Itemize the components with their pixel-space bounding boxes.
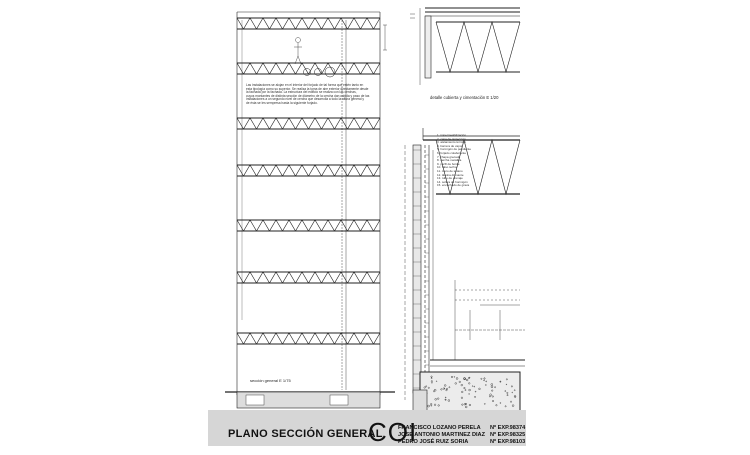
legend-item: 9. perfil de borde — [437, 161, 460, 166]
roof-detail-drawing — [410, 8, 520, 85]
service-duct-circles — [304, 67, 336, 77]
legend-item: 5. hormigón de pendiente — [437, 147, 472, 152]
floor-truss — [237, 118, 380, 129]
floor-truss — [237, 272, 380, 283]
author-exp-number: Nº EXP.98374 — [490, 425, 526, 431]
section-note-line: Las instalaciones se alojan en el interior del forjado de tal forma que estén tanto en — [246, 83, 364, 87]
section-note-line: esta tipología como su superior. Se realiza la toma de aire exterior directamente desde — [246, 86, 369, 91]
floor-truss — [237, 220, 380, 231]
title-block — [208, 410, 526, 446]
legend-item: 8. cercha metálica — [437, 158, 462, 163]
coi-logo: COI — [368, 417, 418, 447]
legend-item: 4. barrera de vapor — [437, 143, 463, 148]
section-note-line: instalaciones a un segundo nivel de cercha que desarrolla a todo la altura general y — [246, 97, 365, 102]
legend-item: 1. impermeabilización — [437, 133, 467, 137]
legend-item: 3. aislamiento térmico — [437, 140, 467, 145]
section-note-line: la fachada por la fachada. La estructura del edificio se realiza con las cerchas, — [246, 90, 357, 95]
author-name: FRANCISCO LOZANO PERELA — [398, 425, 481, 431]
floor-truss — [237, 165, 380, 176]
author-name: PEDRO JOSÉ RUIZ SORIA — [398, 439, 469, 445]
author-exp-number: Nº EXP.98103 — [490, 439, 526, 445]
section-note — [246, 84, 378, 106]
legend-item: 7. chapa grecada — [437, 154, 461, 159]
detail-title: detalle cubierta y cimentación E 1/20 — [430, 95, 499, 100]
section-scale-label: sección general E 1/75 — [250, 378, 291, 383]
legend-item: 6. forjado colaborante — [437, 150, 467, 155]
roof-truss — [436, 22, 520, 72]
legend-item: 2. capa de protección — [437, 136, 466, 141]
section-note-line: cuyos montantes de distinta sección de diámetro de la cercha dan cabida y paso de las — [246, 93, 370, 98]
legend-item: 14. solera de hormigón — [437, 179, 468, 184]
detail-legend — [437, 134, 471, 188]
author-name: JOSE ANTONIO MARTINEZ DIAZ — [398, 432, 486, 438]
floor-truss — [237, 18, 380, 29]
legend-item: 13. tubo de drenaje — [437, 176, 463, 181]
legend-item: 10. falso techo — [437, 165, 457, 170]
legend-item: 12. lámina drenante — [437, 172, 464, 177]
sheet-title: PLANO SECCIÓN GENERAL — [228, 428, 383, 440]
general-section-drawing — [225, 12, 395, 408]
floor-truss — [237, 333, 380, 344]
legend-item: 15. encachado de grava — [437, 183, 470, 188]
section-note-line: de ésta se les sempresa hasta la siguiente forjado. — [246, 100, 318, 105]
author-exp-number: Nº EXP.98325 — [490, 432, 526, 438]
legend-item: 11. muro de sótano — [437, 168, 463, 173]
floor-truss — [237, 63, 380, 74]
person-scale-figure — [294, 38, 302, 65]
